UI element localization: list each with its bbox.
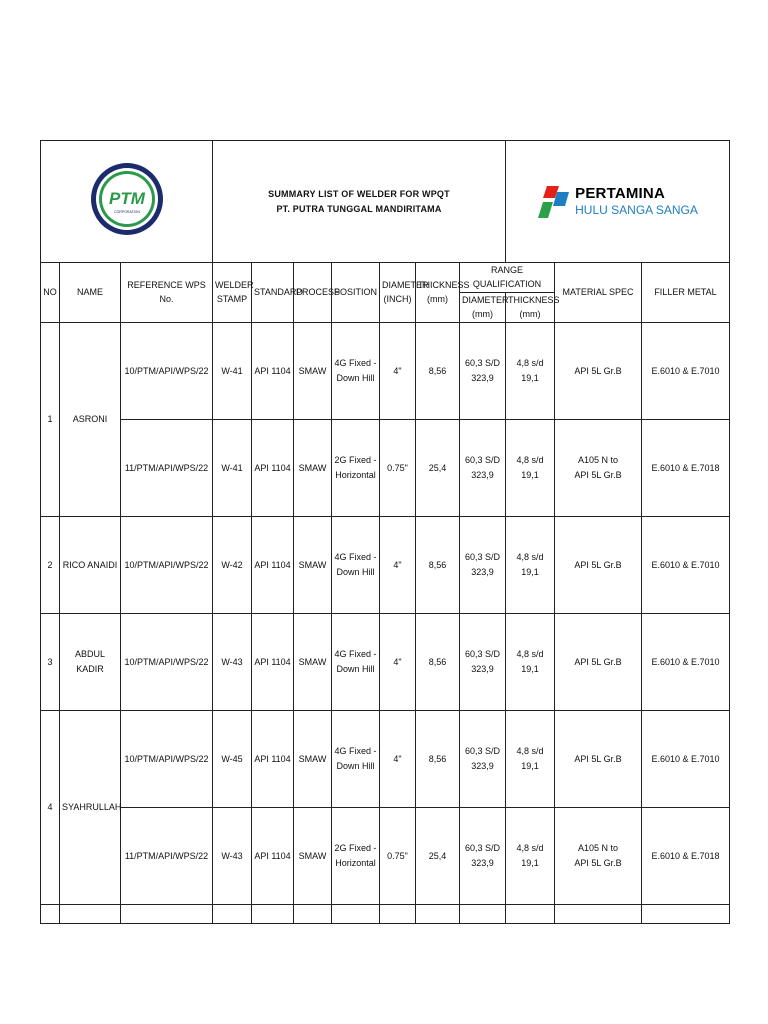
- filler-metal: E.6010 & E.7010: [642, 322, 730, 419]
- col-thickness-line1: THICKNESS: [418, 280, 470, 290]
- position-line1: 4G Fixed -: [334, 358, 377, 369]
- range-thickness: 4,8 s/d 19,1: [506, 322, 555, 419]
- col-welder-stamp-line2: STAMP: [216, 294, 248, 305]
- range-diameter: [460, 613, 506, 710]
- range-diameter-line2: 323,9: [471, 760, 494, 771]
- col-range-qualification: RANGE QUALIFICATION: [460, 263, 555, 293]
- empty-cell: [555, 904, 642, 923]
- right-logo-cell: [506, 141, 730, 263]
- position: [332, 807, 380, 904]
- filler-metal: E.6010 & E.7018: [642, 419, 730, 516]
- welder-name: RICO ANAIDI: [60, 516, 121, 613]
- range-diameter: [460, 710, 506, 807]
- material-line2: API 5L Gr.B: [574, 469, 622, 480]
- filler-metal: E.6010 & E.7010: [642, 710, 730, 807]
- material-line1: API 5L Gr.B: [574, 559, 622, 570]
- thickness: 8,56: [416, 516, 460, 613]
- position-line2: Down Hill: [336, 566, 375, 577]
- welder-stamp: W-41: [213, 419, 252, 516]
- wps-ref: 10/PTM/API/WPS/22: [121, 710, 213, 807]
- position-line2: Horizontal: [335, 857, 376, 868]
- position-line2: Down Hill: [336, 760, 375, 771]
- position-line1: 4G Fixed -: [334, 552, 377, 563]
- col-thickness: [416, 263, 470, 323]
- diameter: 4": [380, 710, 416, 807]
- standard: API 1104: [252, 807, 294, 904]
- material-spec: [555, 710, 642, 807]
- standard: API 1104: [252, 710, 294, 807]
- range-diameter-line2: 323,9: [471, 372, 494, 383]
- position: [332, 710, 380, 807]
- title-row: [41, 141, 730, 263]
- welder-stamp: W-41: [213, 322, 252, 419]
- col-range-thickness-line1: THICKNESS: [508, 294, 560, 305]
- thickness: 25,4: [416, 419, 460, 516]
- col-filler-metal: FILLER METAL: [642, 263, 730, 323]
- table-row: [41, 322, 730, 419]
- header-row-1: [41, 263, 730, 293]
- table-row: [41, 419, 730, 516]
- thickness: 8,56: [416, 710, 460, 807]
- thickness: 8,56: [416, 322, 460, 419]
- pertamina-logo: [508, 182, 727, 222]
- range-thickness: 4,8 s/d 19,1: [506, 613, 555, 710]
- wps-ref: 10/PTM/API/WPS/22: [121, 516, 213, 613]
- empty-cell: [642, 904, 730, 923]
- empty-cell: [252, 904, 294, 923]
- standard: API 1104: [252, 322, 294, 419]
- empty-cell: [506, 904, 555, 923]
- diameter: 4": [380, 516, 416, 613]
- welder-stamp: W-45: [213, 710, 252, 807]
- wps-ref: 10/PTM/API/WPS/22: [121, 322, 213, 419]
- col-range-diameter-line1: DIAMETER: [462, 294, 509, 305]
- range-diameter-line1: 60,3 S/D: [464, 358, 501, 369]
- range-diameter: [460, 322, 506, 419]
- ptm-logo-letters: PTM: [108, 189, 145, 209]
- range-diameter-line2: 323,9: [471, 566, 494, 577]
- table-row: [41, 516, 730, 613]
- material-spec: [555, 322, 642, 419]
- empty-footer-row: [41, 904, 730, 923]
- range-diameter: [460, 419, 506, 516]
- position-line2: Down Hill: [336, 372, 375, 383]
- welder-name: ABDUL KADIR: [60, 613, 121, 710]
- range-thickness: 4,8 s/d 19,1: [506, 419, 555, 516]
- position: [332, 613, 380, 710]
- process: SMAW: [294, 807, 332, 904]
- range-diameter-line1: 60,3 S/D: [464, 843, 501, 854]
- col-wps: REFERENCE WPS No.: [121, 263, 213, 323]
- col-standard: STANDARD: [252, 263, 294, 323]
- range-diameter-line2: 323,9: [471, 663, 494, 674]
- title-line-2: PT. PUTRA TUNGGAL MANDIRITAMA: [276, 203, 442, 214]
- range-diameter-line2: 323,9: [471, 469, 494, 480]
- range-diameter-line1: 60,3 S/D: [464, 455, 501, 466]
- wps-ref: 10/PTM/API/WPS/22: [121, 613, 213, 710]
- wps-ref: 11/PTM/API/WPS/22: [121, 419, 213, 516]
- material-spec: [555, 807, 642, 904]
- range-thickness: 4,8 s/d 19,1: [506, 807, 555, 904]
- col-material-spec: MATERIAL SPEC: [555, 263, 642, 323]
- document-title: [213, 141, 506, 263]
- range-diameter: [460, 807, 506, 904]
- welder-stamp: W-42: [213, 516, 252, 613]
- welder-no: 1: [41, 322, 60, 516]
- material-spec: [555, 613, 642, 710]
- col-thickness-line2: (mm): [427, 294, 448, 305]
- position: [332, 516, 380, 613]
- empty-cell: [294, 904, 332, 923]
- thickness: 25,4: [416, 807, 460, 904]
- process: SMAW: [294, 322, 332, 419]
- diameter: 4": [380, 322, 416, 419]
- position-line1: 4G Fixed -: [334, 649, 377, 660]
- wps-ref: 11/PTM/API/WPS/22: [121, 807, 213, 904]
- filler-metal: E.6010 & E.7018: [642, 807, 730, 904]
- welder-no: 4: [41, 710, 60, 904]
- range-thickness: 4,8 s/d 19,1: [506, 710, 555, 807]
- ptm-corporation-logo: [89, 161, 165, 237]
- diameter: 0.75": [380, 419, 416, 516]
- standard: API 1104: [252, 516, 294, 613]
- process: SMAW: [294, 516, 332, 613]
- pertamina-mark-icon: [537, 182, 571, 222]
- col-process: PROCESS: [294, 263, 332, 323]
- empty-cell: [213, 904, 252, 923]
- welder-name: ASRONI: [60, 322, 121, 516]
- position-line1: 4G Fixed -: [334, 746, 377, 757]
- process: SMAW: [294, 419, 332, 516]
- standard: API 1104: [252, 613, 294, 710]
- material-line1: API 5L Gr.B: [574, 753, 622, 764]
- col-welder-stamp: [213, 263, 252, 323]
- col-range-thickness-line2: (mm): [519, 309, 541, 320]
- col-no: NO: [41, 263, 60, 323]
- material-line1: A105 N to: [577, 843, 619, 854]
- welder-no: 2: [41, 516, 60, 613]
- range-diameter-line2: 323,9: [471, 857, 494, 868]
- material-line1: API 5L Gr.B: [574, 656, 622, 667]
- table-row: [41, 613, 730, 710]
- empty-cell: [41, 904, 60, 923]
- range-diameter-line1: 60,3 S/D: [464, 746, 501, 757]
- material-spec: [555, 516, 642, 613]
- empty-cell: [332, 904, 380, 923]
- material-spec: [555, 419, 642, 516]
- empty-cell: [380, 904, 416, 923]
- material-line1: A105 N to: [577, 455, 619, 466]
- table-row: [41, 807, 730, 904]
- position-line1: 2G Fixed -: [334, 843, 377, 854]
- filler-metal: E.6010 & E.7010: [642, 516, 730, 613]
- col-position: POSITION: [332, 263, 380, 323]
- pertamina-subtitle: HULU SANGA SANGA: [575, 203, 698, 218]
- welder-name: SYAHRULLAH: [60, 710, 121, 904]
- empty-cell: [121, 904, 213, 923]
- position-line2: Horizontal: [335, 469, 376, 480]
- diameter: 0.75": [380, 807, 416, 904]
- material-line2: API 5L Gr.B: [574, 857, 622, 868]
- position-line1: 2G Fixed -: [334, 455, 377, 466]
- welder-stamp: W-43: [213, 807, 252, 904]
- left-logo-cell: [41, 141, 213, 263]
- filler-metal: E.6010 & E.7010: [642, 613, 730, 710]
- col-diameter: [380, 263, 429, 323]
- empty-cell: [60, 904, 121, 923]
- col-name: NAME: [60, 263, 121, 323]
- col-welder-stamp-line1: WELDER: [215, 280, 254, 290]
- col-range-thickness: [506, 292, 560, 322]
- range-diameter: [460, 516, 506, 613]
- col-diameter-line1: DIAMETER: [382, 280, 429, 290]
- empty-cell: [460, 904, 506, 923]
- position-line2: Down Hill: [336, 663, 375, 674]
- welder-summary-table: [40, 140, 730, 924]
- col-range-diameter: [460, 292, 509, 322]
- process: SMAW: [294, 613, 332, 710]
- ptm-logo-subtitle: CORPORATION: [113, 210, 140, 215]
- empty-cell: [416, 904, 460, 923]
- standard: API 1104: [252, 419, 294, 516]
- position: [332, 322, 380, 419]
- welder-no: 3: [41, 613, 60, 710]
- pertamina-name: PERTAMINA: [575, 185, 665, 203]
- position: [332, 419, 380, 516]
- material-line1: API 5L Gr.B: [574, 365, 622, 376]
- thickness: 8,56: [416, 613, 460, 710]
- welder-stamp: W-43: [213, 613, 252, 710]
- diameter: 4": [380, 613, 416, 710]
- table-row: [41, 710, 730, 807]
- process: SMAW: [294, 710, 332, 807]
- range-thickness: 4,8 s/d 19,1: [506, 516, 555, 613]
- range-diameter-line1: 60,3 S/D: [464, 552, 501, 563]
- range-diameter-line1: 60,3 S/D: [464, 649, 501, 660]
- col-diameter-line2: (INCH): [383, 294, 412, 305]
- title-line-1: SUMMARY LIST OF WELDER FOR WPQT: [268, 189, 450, 200]
- col-range-diameter-line2: (mm): [472, 309, 493, 320]
